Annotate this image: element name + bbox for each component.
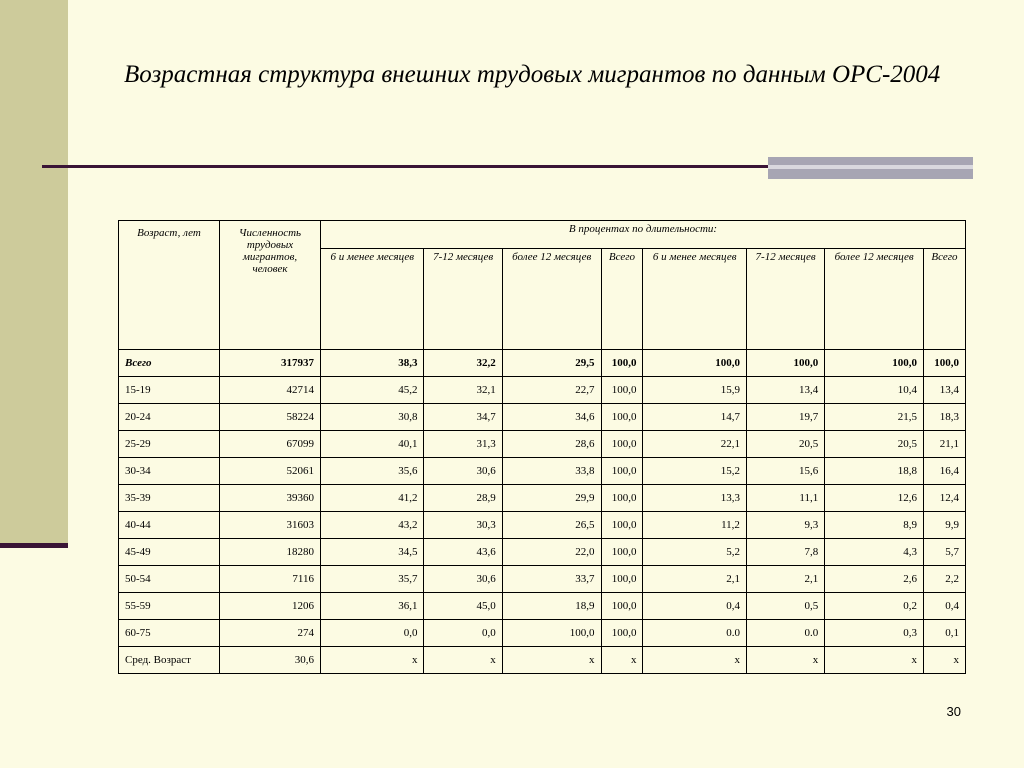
header-count: Численность трудовых мигрантов, человек	[220, 221, 321, 350]
table-row	[119, 404, 966, 431]
table-cell: 34,5	[321, 539, 424, 566]
header-sub-4: 6 и менее месяцев	[643, 249, 746, 350]
table-cell: 33,7	[502, 566, 601, 593]
table-cell: 67099	[220, 431, 321, 458]
header-sub-0: 6 и менее месяцев	[321, 249, 424, 350]
table-cell: 21,5	[825, 404, 924, 431]
table-cell: 0,3	[825, 620, 924, 647]
row-label: 60-75	[119, 620, 220, 647]
table-cell: 317937	[220, 350, 321, 377]
table-cell: 22,0	[502, 539, 601, 566]
table-cell: 18,9	[502, 593, 601, 620]
table-cell: 100,0	[601, 458, 643, 485]
table-cell: 34,6	[502, 404, 601, 431]
table-cell: 10,4	[825, 377, 924, 404]
table-cell: 32,1	[424, 377, 502, 404]
table-cell: х	[601, 647, 643, 674]
table-cell: 43,2	[321, 512, 424, 539]
decorative-side-bar	[0, 0, 68, 545]
table-cell: 21,1	[924, 431, 966, 458]
table-cell: 4,3	[825, 539, 924, 566]
header-sub-1: 7-12 месяцев	[424, 249, 502, 350]
table-cell: х	[643, 647, 746, 674]
table-cell: 45,2	[321, 377, 424, 404]
table-cell: 2,6	[825, 566, 924, 593]
table-cell: 22,7	[502, 377, 601, 404]
table-cell: 100,0	[601, 566, 643, 593]
header-sub-7: Всего	[924, 249, 966, 350]
table-cell: 12,6	[825, 485, 924, 512]
table-cell: 30,6	[424, 566, 502, 593]
table-cell: 39360	[220, 485, 321, 512]
row-label: 40-44	[119, 512, 220, 539]
table-cell: 100,0	[601, 431, 643, 458]
table-cell: 13,3	[643, 485, 746, 512]
table-cell: 100,0	[601, 485, 643, 512]
table-row	[119, 485, 966, 512]
table-cell: 18280	[220, 539, 321, 566]
table-cell: 52061	[220, 458, 321, 485]
table-cell: х	[924, 647, 966, 674]
table-cell: 100,0	[601, 512, 643, 539]
table-cell: 100,0	[601, 539, 643, 566]
table-cell: 30,3	[424, 512, 502, 539]
table-cell: 7,8	[746, 539, 824, 566]
table-cell: 100,0	[502, 620, 601, 647]
table-cell: 5,7	[924, 539, 966, 566]
table-cell: 20,5	[746, 431, 824, 458]
row-label: 30-34	[119, 458, 220, 485]
table-cell: 36,1	[321, 593, 424, 620]
table-cell: 15,9	[643, 377, 746, 404]
decorative-side-line	[0, 543, 68, 548]
table-cell: 30,8	[321, 404, 424, 431]
header-percent-group: В процентах по длительности:	[321, 221, 966, 249]
table-row	[119, 458, 966, 485]
table-cell: 30,6	[220, 647, 321, 674]
table-cell: 41,2	[321, 485, 424, 512]
table-cell: 0,0	[424, 620, 502, 647]
slide-title: Возрастная структура внешних трудовых мигрантов по данным ОРС-2004	[124, 61, 941, 88]
table-row	[119, 566, 966, 593]
table-row	[119, 377, 966, 404]
header-sub-5: 7-12 месяцев	[746, 249, 824, 350]
table-cell: 2,1	[746, 566, 824, 593]
table-cell: 11,2	[643, 512, 746, 539]
table-cell: 35,7	[321, 566, 424, 593]
row-label: 15-19	[119, 377, 220, 404]
table-cell: 1206	[220, 593, 321, 620]
table-cell: 5,2	[643, 539, 746, 566]
table-cell: 15,6	[746, 458, 824, 485]
table-row	[119, 350, 966, 377]
table-row	[119, 647, 966, 674]
table-row	[119, 512, 966, 539]
header-sub-2: более 12 месяцев	[502, 249, 601, 350]
table-cell: х	[321, 647, 424, 674]
table-cell: 8,9	[825, 512, 924, 539]
header-age: Возраст, лет	[119, 221, 220, 350]
table-cell: 2,1	[643, 566, 746, 593]
table-cell: 33,8	[502, 458, 601, 485]
row-label: Сред. Возраст	[119, 647, 220, 674]
table-cell: 2,2	[924, 566, 966, 593]
row-label: 50-54	[119, 566, 220, 593]
table-cell: 32,2	[424, 350, 502, 377]
table-cell: 45,0	[424, 593, 502, 620]
table-cell: 100,0	[601, 377, 643, 404]
table-cell: 19,7	[746, 404, 824, 431]
table-cell: 43,6	[424, 539, 502, 566]
table-cell: 13,4	[746, 377, 824, 404]
table-row	[119, 620, 966, 647]
migrants-age-table	[118, 220, 966, 674]
table-cell: 22,1	[643, 431, 746, 458]
table-cell: 100,0	[601, 620, 643, 647]
table-cell: 100,0	[601, 593, 643, 620]
table-cell: 11,1	[746, 485, 824, 512]
row-label: 35-39	[119, 485, 220, 512]
table-cell: 7116	[220, 566, 321, 593]
table-cell: 0.0	[746, 620, 824, 647]
table-cell: 31,3	[424, 431, 502, 458]
table-cell: 100,0	[601, 350, 643, 377]
table-cell: 274	[220, 620, 321, 647]
table-cell: 13,4	[924, 377, 966, 404]
table-cell: х	[825, 647, 924, 674]
table-cell: 0,0	[321, 620, 424, 647]
table-cell: 29,5	[502, 350, 601, 377]
table-cell: 28,9	[424, 485, 502, 512]
table-cell: 14,7	[643, 404, 746, 431]
table-cell: 100,0	[643, 350, 746, 377]
table-cell: 38,3	[321, 350, 424, 377]
row-label: 55-59	[119, 593, 220, 620]
table-cell: 30,6	[424, 458, 502, 485]
row-label: Всего	[119, 350, 220, 377]
table-cell: 18,8	[825, 458, 924, 485]
table-cell: 9,3	[746, 512, 824, 539]
table-cell: 0,4	[924, 593, 966, 620]
row-label: 20-24	[119, 404, 220, 431]
page-number: 30	[946, 704, 961, 719]
table-cell: х	[424, 647, 502, 674]
header-sub-3: Всего	[601, 249, 643, 350]
table-cell: 16,4	[924, 458, 966, 485]
table-row	[119, 539, 966, 566]
table-cell: 0,2	[825, 593, 924, 620]
table-cell: 0,5	[746, 593, 824, 620]
table-cell: 29,9	[502, 485, 601, 512]
table-cell: 28,6	[502, 431, 601, 458]
table-cell: 35,6	[321, 458, 424, 485]
table-cell: 0,4	[643, 593, 746, 620]
table-cell: 42714	[220, 377, 321, 404]
table-cell: 18,3	[924, 404, 966, 431]
table-cell: х	[502, 647, 601, 674]
table-cell: 9,9	[924, 512, 966, 539]
table-cell: 0,1	[924, 620, 966, 647]
table-cell: 34,7	[424, 404, 502, 431]
table-cell: 26,5	[502, 512, 601, 539]
table-cell: 100,0	[601, 404, 643, 431]
table-cell: 15,2	[643, 458, 746, 485]
table-cell: х	[746, 647, 824, 674]
decorative-divider-block	[768, 157, 973, 179]
table-cell: 12,4	[924, 485, 966, 512]
table-cell: 100,0	[924, 350, 966, 377]
table-cell: 31603	[220, 512, 321, 539]
table-row	[119, 431, 966, 458]
table-cell: 20,5	[825, 431, 924, 458]
table-row	[119, 593, 966, 620]
header-sub-6: более 12 месяцев	[825, 249, 924, 350]
table-cell: 100,0	[746, 350, 824, 377]
table-cell: 58224	[220, 404, 321, 431]
row-label: 25-29	[119, 431, 220, 458]
table-cell: 40,1	[321, 431, 424, 458]
table-cell: 100,0	[825, 350, 924, 377]
table-cell: 0.0	[643, 620, 746, 647]
row-label: 45-49	[119, 539, 220, 566]
